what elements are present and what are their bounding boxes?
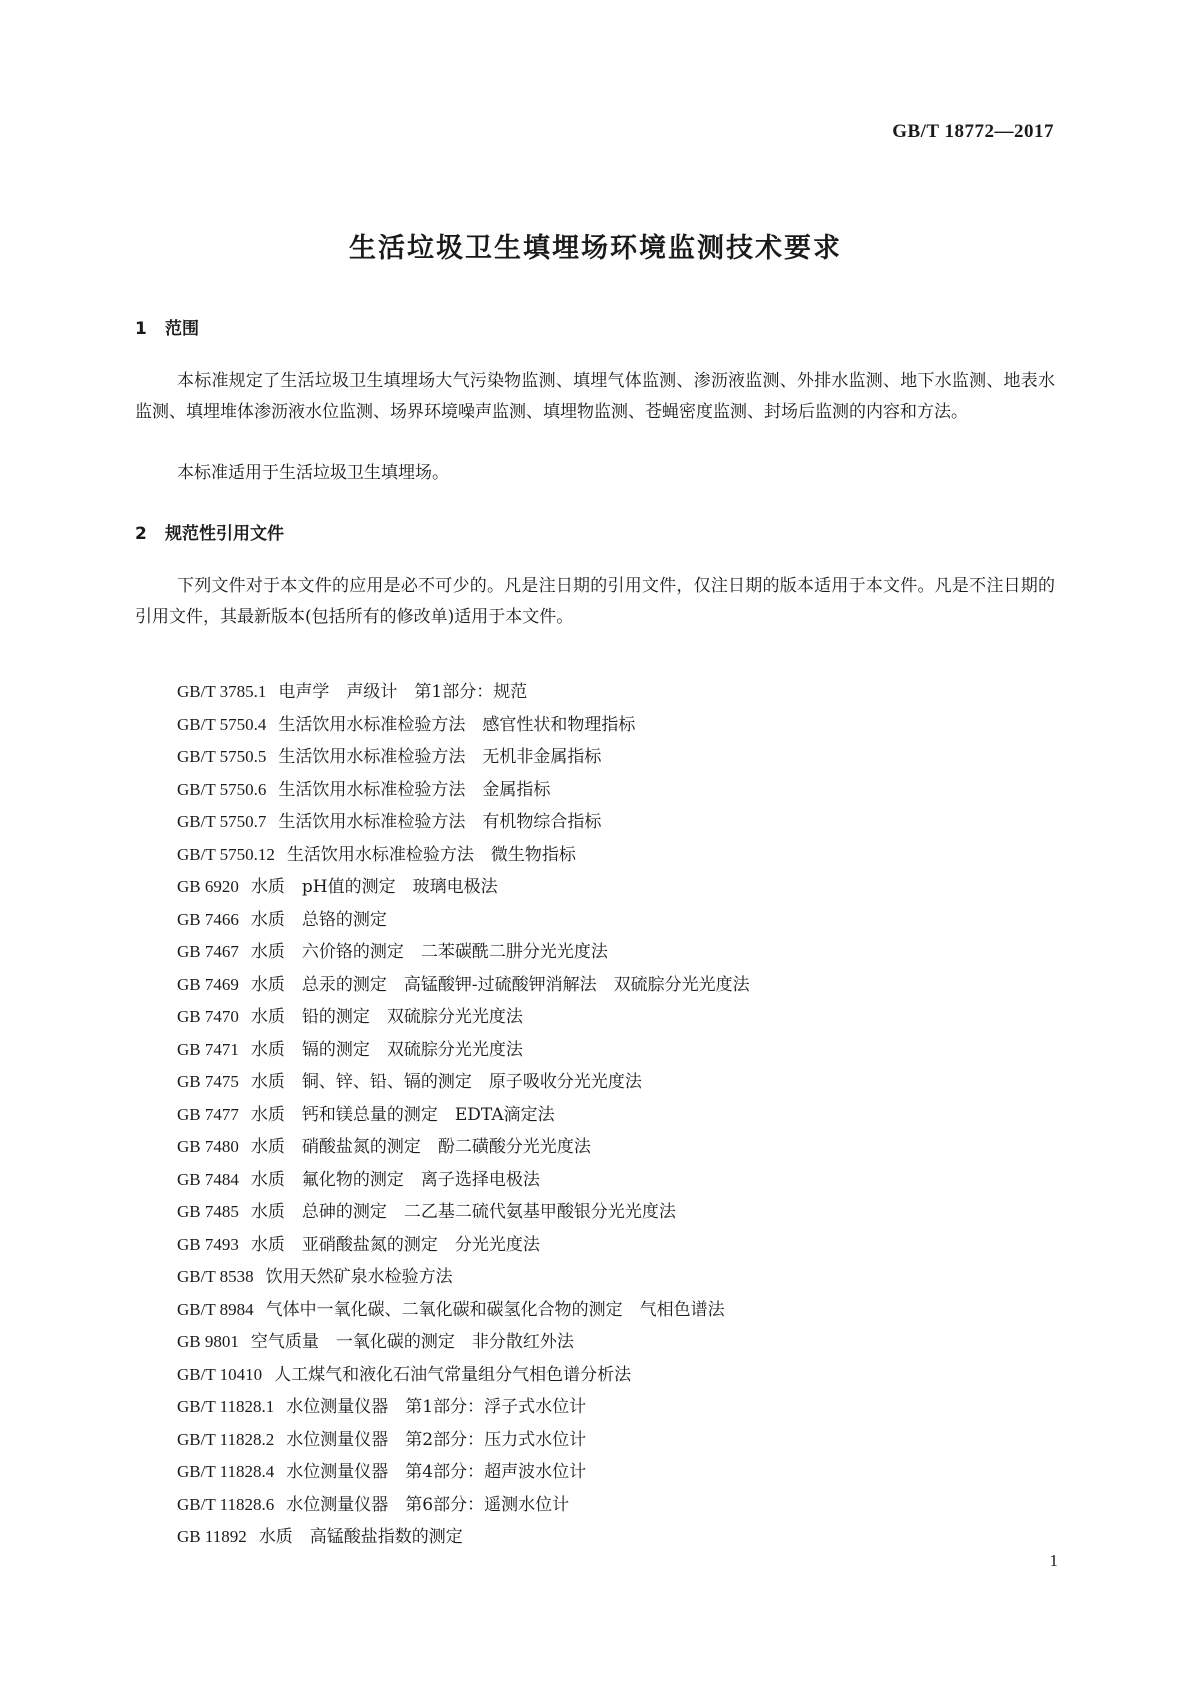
reference-code: GB 7485: [177, 1202, 239, 1221]
reference-code: GB/T 11828.2: [177, 1429, 275, 1449]
reference-item: [177, 709, 1057, 742]
reference-title: 水质 铜、锌、铅、镉的测定 原子吸收分光光度法: [250, 1072, 642, 1092]
reference-code: GB 11892: [177, 1527, 247, 1546]
reference-title: 水质 硝酸盐氮的测定 酚二磺酸分光光度法: [250, 1137, 591, 1157]
reference-code: GB/T 5750.6: [177, 779, 267, 799]
reference-title: 水位测量仪器 第6部分：遥测水位计: [286, 1494, 570, 1515]
reference-title: 生活饮用水标准检验方法 无机非金属指标: [278, 747, 602, 767]
reference-title: 水质 总砷的测定 二乙基二硫代氨基甲酸银分光光度法: [250, 1202, 676, 1222]
reference-code: GB 7484: [177, 1169, 239, 1189]
reference-item: [177, 1424, 1057, 1457]
reference-item: [177, 1034, 1057, 1067]
scope-applicability-paragraph: 本标准适用于生活垃圾卫生填埋场。: [177, 463, 449, 483]
section-title: 范围: [165, 319, 199, 339]
section-number: 2: [135, 524, 147, 544]
scope-paragraph: 本标准规定了生活垃圾卫生填埋场大气污染物监测、填埋气体监测、渗沥液监测、外排水监测、地下水监测、地表水监测、填埋堆体渗沥液水位监测、场界环境噪声监测、填埋物监测、苍蝇密度监测、封场后监测的内容和方法。: [135, 371, 1055, 422]
reference-item: [177, 1456, 1057, 1489]
reference-code: GB/T 5750.5: [177, 747, 267, 766]
reference-code: GB 7470: [177, 1007, 239, 1026]
reference-title: 生活饮用水标准检验方法 微生物指标: [286, 844, 576, 865]
reference-code: GB 7477: [177, 1104, 239, 1124]
reference-title: 水质 高锰酸盐指数的测定: [258, 1527, 463, 1547]
document-title: 生活垃圾卫生填埋场环境监测技术要求: [349, 233, 842, 264]
reference-item: [177, 1261, 1057, 1294]
reference-title: 人工煤气和液化石油气常量组分气相色谱分析法: [274, 1364, 632, 1385]
reference-item: [177, 1099, 1057, 1132]
reference-code: GB/T 5750.12: [177, 844, 275, 864]
reference-title: 饮用天然矿泉水检验方法: [265, 1267, 453, 1287]
page-number: 1: [1049, 1551, 1058, 1570]
reference-title: 水位测量仪器 第1部分：浮子式水位计: [286, 1397, 587, 1417]
reference-code: GB/T 11828.4: [177, 1462, 275, 1481]
section-1-heading: [135, 314, 199, 339]
reference-item: [177, 1489, 1057, 1522]
reference-title: 水质 镉的测定 双硫腙分光光度法: [250, 1039, 523, 1060]
reference-title: 水位测量仪器 第2部分：压力式水位计: [286, 1429, 587, 1450]
reference-code: GB/T 8984: [177, 1299, 254, 1319]
reference-title: 水质 总铬的测定: [250, 909, 387, 930]
reference-item: [177, 904, 1057, 937]
reference-item: [177, 936, 1057, 969]
reference-item: [177, 839, 1057, 872]
reference-item: [177, 1066, 1057, 1099]
reference-item: [177, 1359, 1057, 1392]
reference-title: 水位测量仪器 第4部分：超声波水位计: [286, 1462, 587, 1482]
reference-code: GB 7466: [177, 909, 239, 929]
section-2-heading: [135, 519, 284, 544]
reference-title: 生活饮用水标准检验方法 有机物综合指标: [278, 812, 602, 832]
reference-code: GB/T 5750.4: [177, 714, 267, 734]
reference-item: [177, 1229, 1057, 1262]
reference-item: [177, 676, 1057, 709]
reference-code: GB/T 3785.1: [177, 682, 267, 701]
reference-code: GB 7467: [177, 942, 239, 961]
reference-title: 水质 钙和镁总量的测定 EDTA滴定法: [250, 1104, 555, 1125]
reference-code: GB/T 11828.1: [177, 1397, 275, 1416]
reference-item: [177, 1001, 1057, 1034]
reference-item: [177, 1196, 1057, 1229]
reference-item: [177, 1294, 1057, 1327]
reference-item: [177, 774, 1057, 807]
reference-code: GB 6920: [177, 877, 239, 896]
reference-title: 水质 pH值的测定 玻璃电极法: [250, 877, 498, 897]
reference-title: 空气质量 一氧化碳的测定 非分散红外法: [250, 1332, 574, 1352]
reference-item: [177, 1521, 1057, 1554]
reference-code: GB 7480: [177, 1137, 239, 1156]
reference-code: GB 7475: [177, 1072, 239, 1091]
reference-title: 水质 亚硝酸盐氮的测定 分光光度法: [250, 1234, 540, 1255]
reference-code: GB 7493: [177, 1234, 239, 1254]
reference-item: [177, 871, 1057, 904]
reference-title: 水质 总汞的测定 高锰酸钾-过硫酸钾消解法 双硫腙分光光度法: [250, 974, 750, 995]
section-title: 规范性引用文件: [165, 524, 284, 544]
standard-code: GB/T 18772—2017: [892, 121, 1054, 142]
reference-code: GB/T 5750.7: [177, 812, 267, 831]
reference-code: GB 9801: [177, 1332, 239, 1351]
reference-code: GB 7471: [177, 1039, 239, 1059]
reference-title: 气体中一氧化碳、二氧化碳和碳氢化合物的测定 气相色谱法: [265, 1299, 725, 1320]
references-intro-paragraph: 下列文件对于本文件的应用是必不可少的。凡是注日期的引用文件，仅注日期的版本适用于本文件。凡是不注日期的引用文件，其最新版本(包括所有的修改单)适用于本文件。: [135, 576, 1055, 627]
reference-item: [177, 741, 1057, 774]
reference-item: [177, 1326, 1057, 1359]
reference-title: 电声学 声级计 第1部分：规范: [278, 682, 528, 702]
reference-code: GB 7469: [177, 974, 239, 994]
reference-code: GB/T 10410: [177, 1364, 263, 1384]
reference-title: 生活饮用水标准检验方法 金属指标: [278, 779, 551, 800]
reference-title: 水质 六价铬的测定 二苯碳酰二肼分光光度法: [250, 942, 608, 962]
reference-item: [177, 1164, 1057, 1197]
reference-item: [177, 1131, 1057, 1164]
reference-title: 生活饮用水标准检验方法 感官性状和物理指标: [278, 714, 636, 735]
reference-title: 水质 氟化物的测定 离子选择电极法: [250, 1169, 540, 1190]
reference-code: GB/T 8538: [177, 1267, 254, 1286]
normative-references-list: [177, 676, 1057, 1554]
section-number: 1: [135, 319, 147, 339]
reference-item: [177, 969, 1057, 1002]
reference-item: [177, 1391, 1057, 1424]
reference-code: GB/T 11828.6: [177, 1494, 275, 1514]
reference-title: 水质 铅的测定 双硫腙分光光度法: [250, 1007, 523, 1027]
reference-item: [177, 806, 1057, 839]
